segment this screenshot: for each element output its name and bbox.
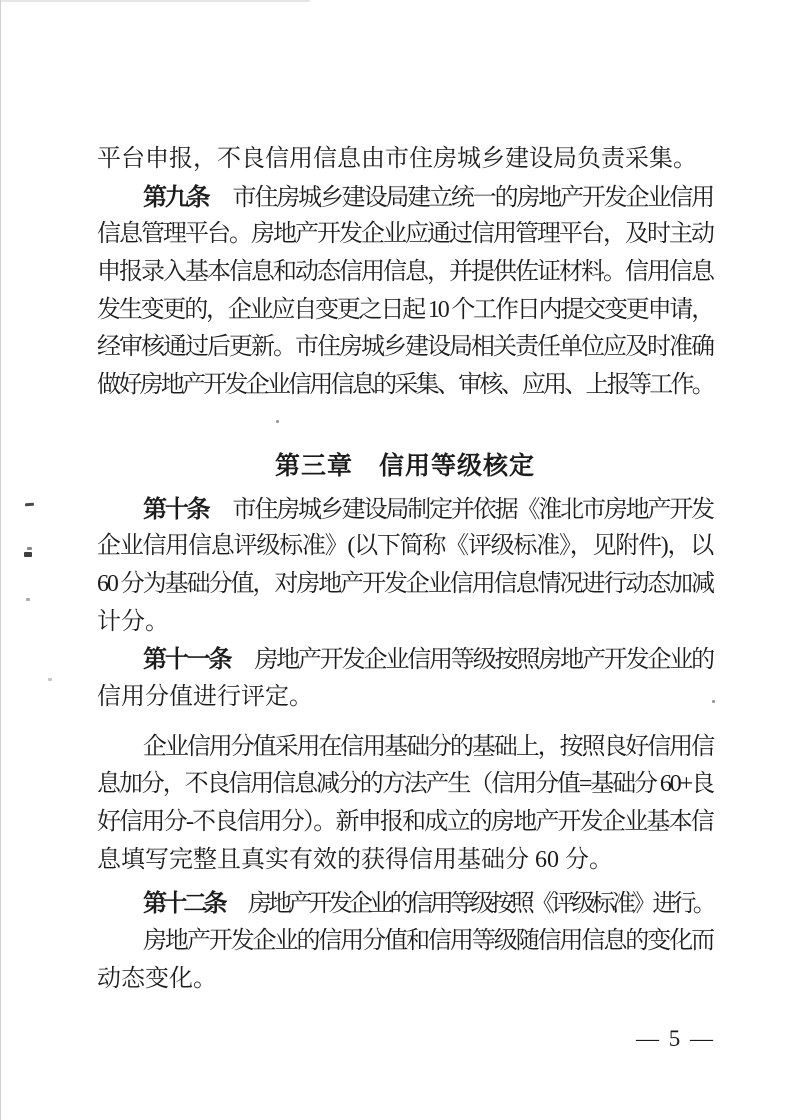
text-line	[97, 923, 713, 961]
body-text: 计分。	[97, 608, 169, 635]
body-text: 好信用分-不良信用分）。新申报和成立的房地产开发企业基本信	[97, 809, 713, 835]
text-line	[97, 804, 713, 842]
body-text: 房地产开发企业的信用分值和信用等级随信用信息的变化而	[143, 928, 713, 955]
article-term: 第九条	[143, 183, 209, 211]
body-text: 企业信用分值采用在信用基础分的基础上，按照良好信用信	[143, 733, 713, 760]
text-line	[97, 367, 713, 405]
body-text: 申报录入基本信息和动态信用信息，并提供佐证材料。信用信息	[97, 259, 713, 286]
body-text: 息加分，不良信用信息减分的方法产生（信用分值=基础分 60+良	[97, 771, 713, 798]
body-text: 信用分值进行评定。	[97, 683, 313, 710]
scan-artifact	[276, 420, 279, 423]
body-text: 企业信用信息评级标准》(以下简称《评级标准》，见附件)，以	[97, 533, 713, 560]
text-line	[97, 491, 713, 529]
text-line	[97, 961, 713, 999]
text-line	[97, 641, 713, 679]
scan-artifact	[27, 547, 32, 550]
text-line	[97, 179, 713, 217]
text-line	[97, 604, 713, 642]
scan-edge-artifact	[0, 0, 310, 2]
body-text: 市住房城乡建设局建立统一的房地产开发企业信用	[232, 184, 714, 211]
document-body	[97, 141, 713, 998]
chapter-heading: 第三章 信用等级核定	[274, 451, 535, 480]
scan-artifact	[25, 503, 34, 507]
text-line	[97, 729, 713, 767]
article-term: 第十条	[143, 495, 209, 523]
scan-artifact	[24, 552, 32, 557]
body-text: 市住房城乡建设局制定并依据《淮北市房地产开发	[232, 496, 714, 523]
body-text: 发生变更的，企业应自变更之日起 10 个工作日内提交变更申请，	[97, 296, 713, 323]
text-line	[97, 842, 713, 880]
body-text: 房地产开发企业的信用等级按照《评级标准》进行。	[247, 891, 714, 918]
text-line	[97, 292, 713, 330]
text-line	[97, 885, 713, 923]
text-line	[97, 679, 713, 717]
body-text: 60 分为基础分值，对房地产开发企业信用信息情况进行动态加减	[97, 570, 713, 597]
text-line	[97, 329, 713, 367]
scan-artifact	[26, 598, 30, 601]
text-line	[97, 566, 713, 604]
text-line	[97, 141, 713, 179]
body-text: 平台申报，不良信用信息由市住房城乡建设局负责采集。	[97, 146, 697, 172]
text-line	[97, 254, 713, 292]
text-line	[97, 528, 713, 566]
page-number: — 5 —	[636, 1026, 715, 1051]
scan-artifact	[48, 678, 52, 681]
article-term: 第十二条	[143, 890, 224, 918]
body-text: 经审核通过后更新。市住房城乡建设局相关责任单位应及时准确	[97, 334, 713, 361]
body-text: 动态变化。	[97, 965, 217, 992]
scan-edge-artifact	[0, 0, 1, 1120]
body-text: 息填写完整且真实有效的获得信用基础分 60 分。	[97, 846, 613, 873]
body-text: 做好房地产开发企业信用信息的采集、审核、应用、上报等工作。	[97, 372, 713, 399]
scan-artifact	[712, 700, 715, 703]
text-line	[97, 216, 713, 254]
text-line	[97, 766, 713, 804]
article-term: 第十一条	[143, 646, 231, 674]
body-text: 信息管理平台。房地产开发企业应通过信用管理平台，及时主动	[97, 221, 713, 248]
body-text: 房地产开发企业信用等级按照房地产开发企业的	[254, 647, 714, 674]
